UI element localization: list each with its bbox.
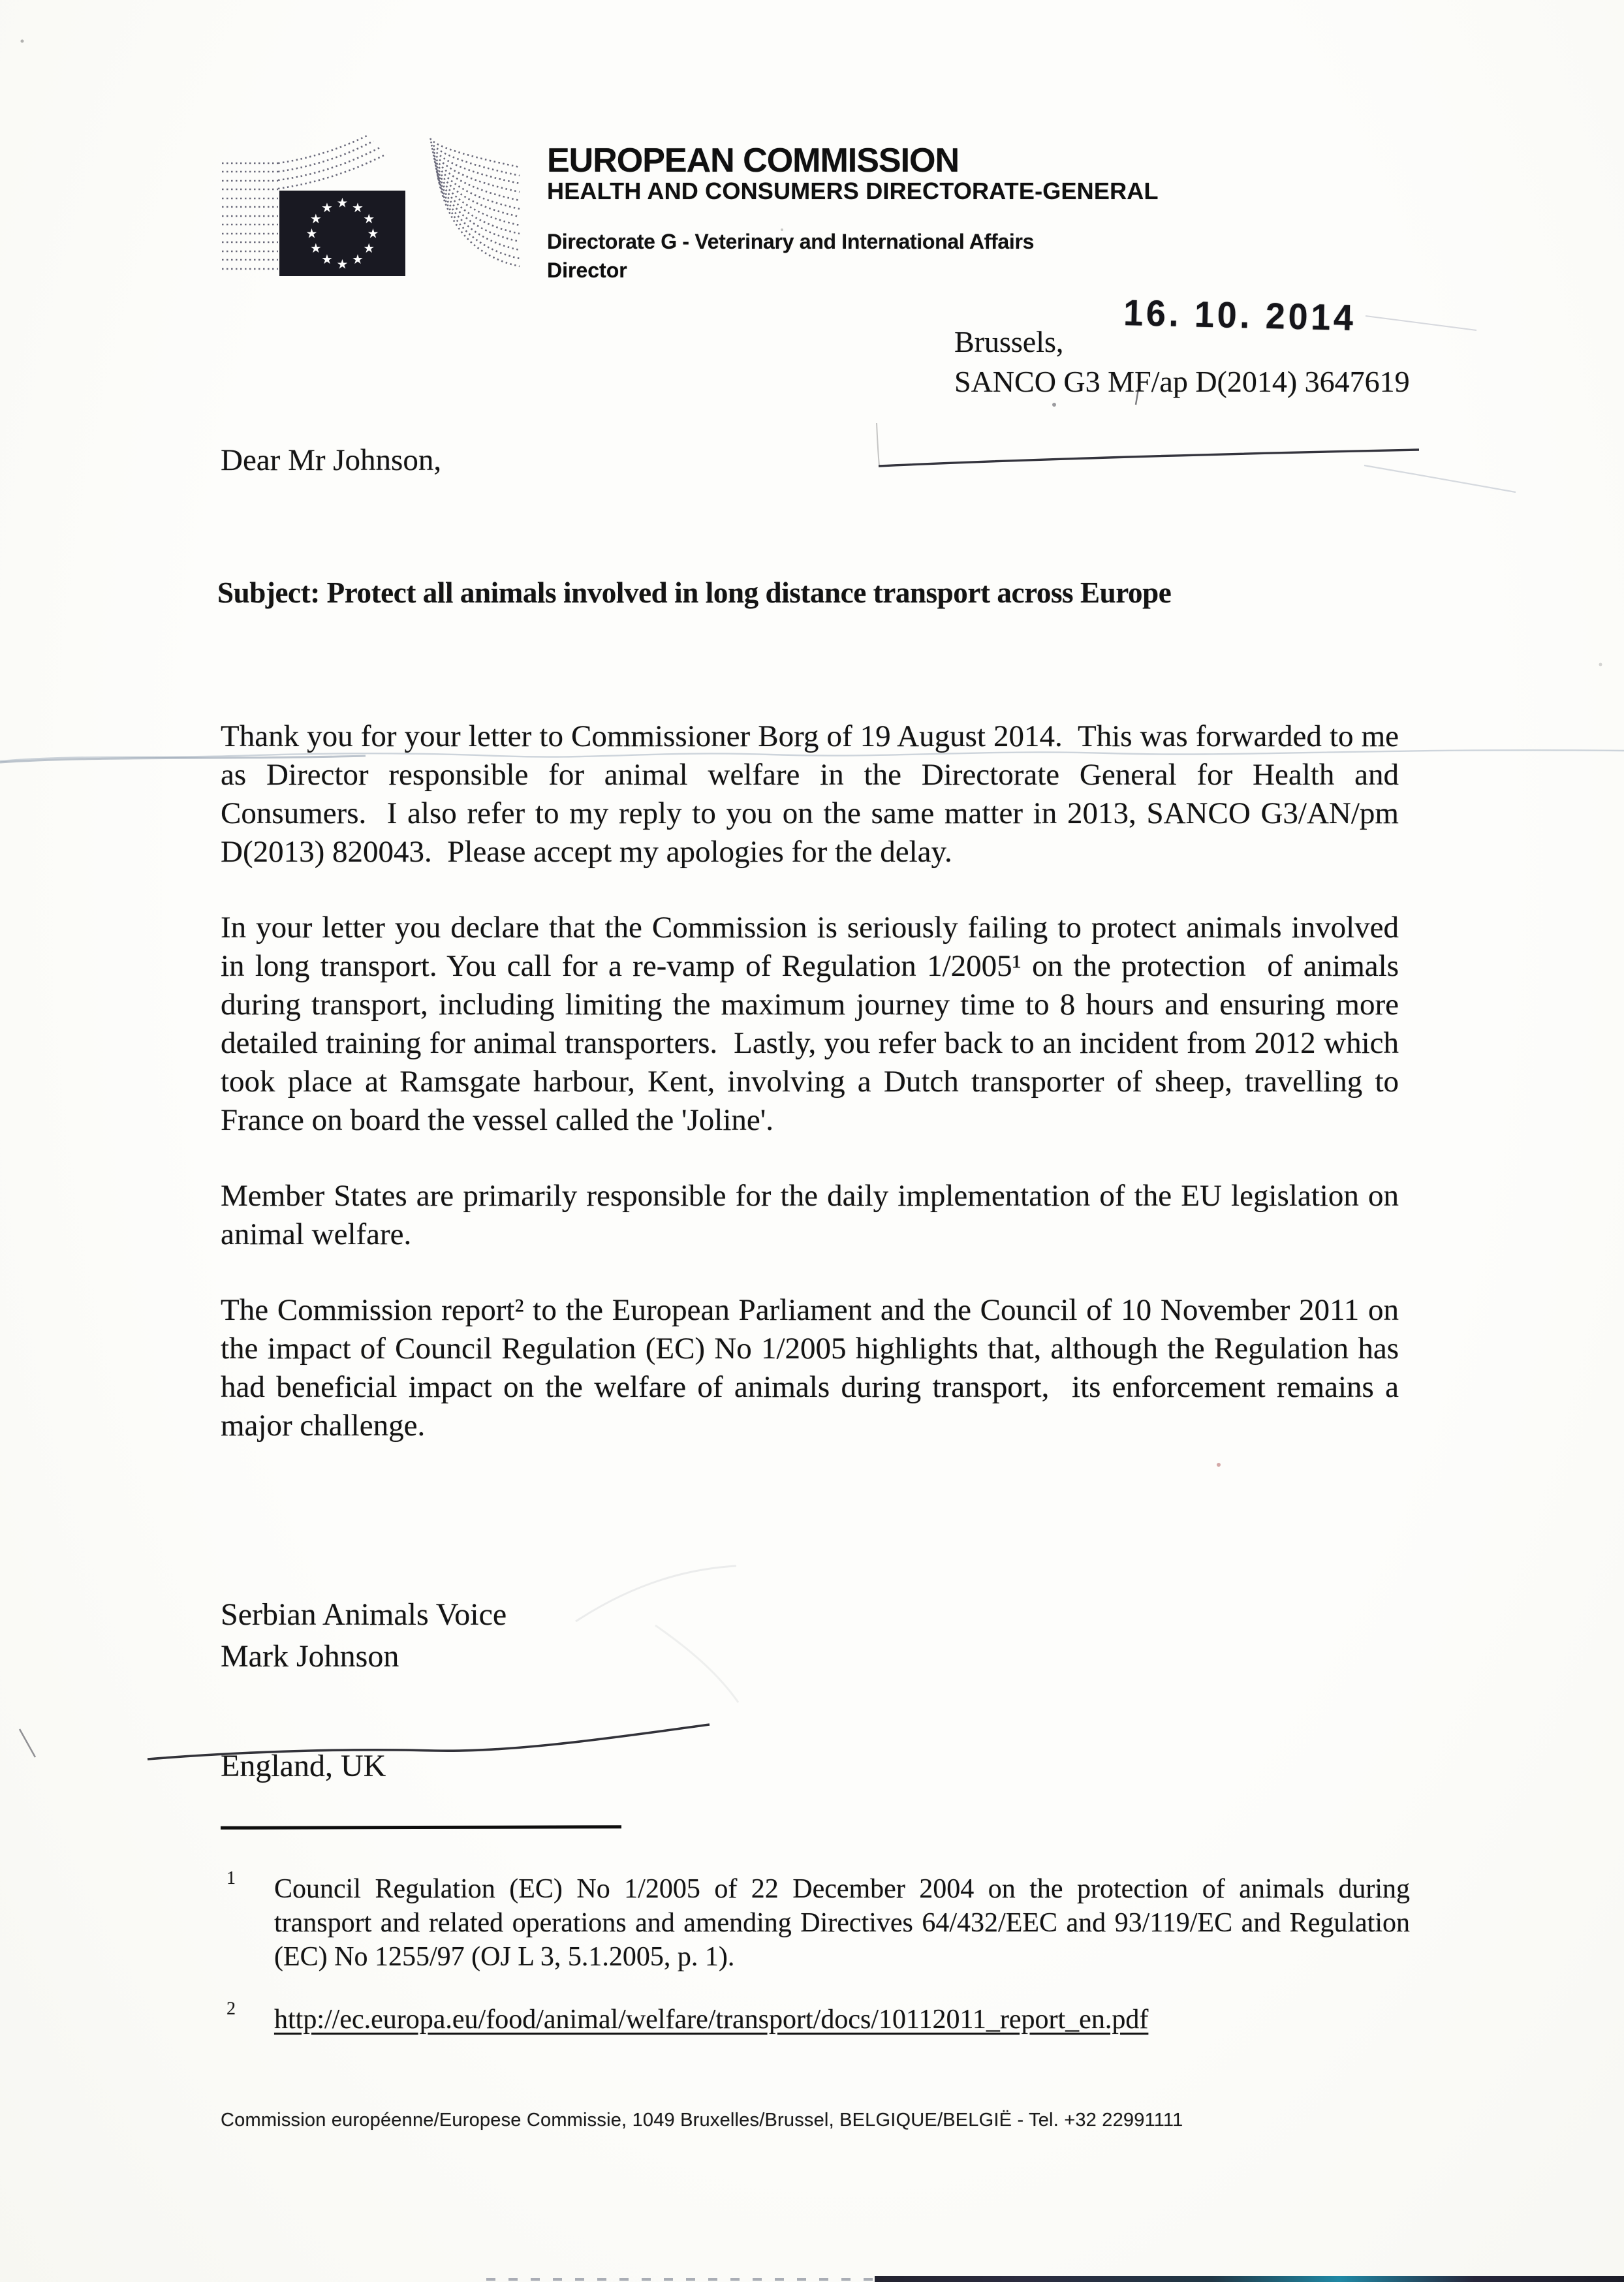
signature-location: England, UK bbox=[221, 1749, 386, 1783]
svg-text:★: ★ bbox=[321, 251, 333, 268]
pen-stroke-top bbox=[879, 450, 1419, 466]
letter-body bbox=[221, 717, 1407, 1482]
svg-text:★: ★ bbox=[352, 251, 364, 268]
svg-text:★: ★ bbox=[363, 240, 375, 256]
svg-text:★: ★ bbox=[336, 195, 349, 211]
footnote-2-link[interactable]: http://ec.europa.eu/food/animal/welfare/transport/docs/10112011_report_en.pdf bbox=[274, 2005, 1149, 2035]
svg-text:★: ★ bbox=[336, 256, 349, 272]
paragraph-4: The Commission report² to the European Parliament and the Council of 10 November 2011 on the impact of Council Regulation (EC) No 1/2005 highlights that, although the Regulation has had beneficial impact on the welfare of animals during transport, its enforcement remains a major challenge. bbox=[221, 1293, 1407, 1443]
reference-number: SANCO G3 MF/ap D(2014) 3647619 bbox=[954, 365, 1410, 398]
organization-name: EUROPEAN COMMISSION bbox=[547, 142, 960, 180]
paragraph-3: Member States are primarily responsible for the daily implementation of the EU legislation on animal welfare. bbox=[221, 1179, 1407, 1251]
scan-edge-artifact-2 bbox=[486, 2278, 878, 2281]
svg-text:★: ★ bbox=[367, 225, 379, 242]
svg-text:★: ★ bbox=[363, 211, 375, 227]
paragraph-2: In your letter you declare that the Commission is seriously failing to protect animals involved in long transport. You call for a re-vamp of Regulation 1/2005¹ on the protection of animals during transport, including limiting the maximum journey time to 8 hours and ensuring more detailed training for animal transporters. Lastly, you refer back to an incident from 2012 which took place at Ramsgate harbour, Kent, involving a Dutch transporter of sheep, travelling to France on board the vessel called the 'Joline'. bbox=[221, 911, 1407, 1137]
page-footer: Commission européenne/Europese Commissie, 1049 Bruxelles/Brussel, BELGIQUE/BELGIË - Tel. +32 22991111 bbox=[221, 2110, 1183, 2131]
footnote-1-text: Council Regulation (EC) No 1/2005 of 22 December 2004 on the protection of animals during transport and related operations and amending Directives 64/432/EEC and 93/119/EC and Regulation (EC) No 1255/97 (OJ L 3, 5.1.2005, p. 1). bbox=[274, 1874, 1417, 1972]
svg-text:★: ★ bbox=[309, 211, 322, 227]
paragraph-1: Thank you for your letter to Commissioner Borg of 19 August 2014. This was forwarded to me as Director responsible for animal welfare in the Directorate General for Health and Consumers. I also refer to my reply to you on the same matter in 2013, SANCO G3/AN/pm D(2013) 820043. Please accept my apologies for the delay. bbox=[221, 719, 1407, 869]
dateline-city: Brussels, bbox=[954, 325, 1064, 358]
svg-text:★: ★ bbox=[352, 199, 364, 215]
date-stamp: 16. 10. 2014 bbox=[1123, 291, 1357, 339]
director-role-line: Director bbox=[547, 258, 627, 282]
subject-line: Subject: Protect all animals involved in long distance transport across Europe bbox=[217, 576, 1172, 609]
directorate-general-name: HEALTH AND CONSUMERS DIRECTORATE-GENERAL bbox=[547, 178, 1159, 204]
svg-text:★: ★ bbox=[305, 225, 318, 242]
signature-name: Mark Johnson bbox=[221, 1639, 399, 1674]
signature-organization: Serbian Animals Voice bbox=[221, 1597, 507, 1632]
scan-edge-artifact bbox=[875, 2276, 1624, 2282]
signature-block bbox=[221, 1594, 507, 1678]
svg-text:★: ★ bbox=[309, 240, 322, 256]
logo-halftone-right bbox=[430, 138, 520, 266]
footnote-2-marker: 2 bbox=[226, 1999, 236, 2019]
svg-text:★: ★ bbox=[321, 199, 333, 215]
footnote-1-marker: 1 bbox=[226, 1868, 236, 1888]
european-commission-logo bbox=[215, 131, 529, 287]
eu-flag-icon bbox=[279, 191, 405, 276]
salutation: Dear Mr Johnson, bbox=[221, 443, 442, 477]
footnote-separator bbox=[221, 1825, 621, 1830]
directorate-line: Directorate G - Veterinary and International Affairs bbox=[547, 230, 1035, 253]
